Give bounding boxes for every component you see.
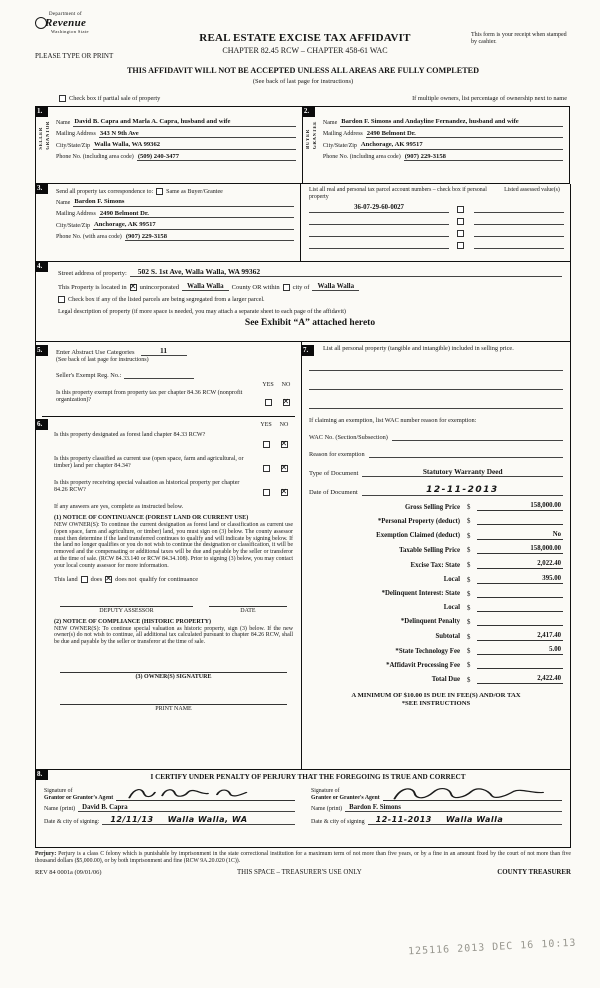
does-label: does	[90, 575, 103, 583]
exempt-question: Is this property exempt from property tax per chapter 84.36 RCW (nonprofit organization)?	[56, 390, 243, 403]
grantor-date-value: 12/11/13	[110, 815, 154, 824]
buyer-name-label: Name	[322, 119, 338, 126]
correspondence-csz-field[interactable]: Anchorage, AK 99517	[93, 221, 294, 230]
city-field[interactable]: Walla Walla	[312, 282, 359, 291]
revenue-logo	[35, 12, 130, 34]
seller-name-field[interactable]: David B. Capra and Marla A. Capra, husband and wife	[73, 118, 296, 127]
dollar-sign: $	[467, 662, 471, 670]
grantor-signature-field[interactable]	[116, 785, 295, 801]
signature-of-label: Signature of	[44, 788, 73, 795]
parcel-row	[309, 216, 564, 225]
money-row-excise-tax-local	[309, 575, 563, 584]
current-use-yes-checkbox[interactable]	[263, 465, 270, 472]
grantee-date-city-label: Date & city of signing	[311, 819, 365, 825]
grantee-date-city-field[interactable]	[368, 815, 562, 825]
form-header	[35, 10, 571, 94]
same-as-buyer-label: Same as Buyer/Grantee	[166, 188, 223, 195]
located-in-label: This Property is located in	[58, 283, 127, 291]
see-back-note: (See back of last page for instructions)	[252, 78, 354, 85]
perjury-body: Perjury is a class C felony which is punishable by imprisonment in the state correctional institution for a maximum term of not more than five years, or by a fine in an amount fixed by the court of not more than five thousand dollars ($5,000.00), or by both imprisonment and fine (RCW 9A.20.020 (1C)).	[35, 851, 572, 864]
dollar-sign: $	[467, 576, 471, 584]
section-8-badge: 8.	[35, 769, 48, 780]
grantee-date-value: 12-11-2013	[375, 815, 432, 824]
street-address-label: Street address of property:	[58, 269, 127, 277]
partial-sale-label: Check box if partial sale of property	[69, 95, 161, 102]
money-value-field[interactable]: 2,022.40	[477, 560, 563, 569]
dollar-sign: $	[467, 547, 471, 555]
dollar-sign: $	[467, 648, 471, 656]
cashier-stamp: 125116 2013 DEC 16 10:13	[407, 937, 577, 958]
dollar-sign: $	[467, 590, 471, 598]
money-value-field[interactable]	[477, 589, 563, 598]
dollar-sign: $	[467, 676, 471, 684]
seller-csz-field[interactable]: Walla Walla, WA 99362	[93, 141, 296, 150]
same-as-buyer-checkbox[interactable]	[156, 188, 163, 195]
grantee-side-word: GRANTEE	[312, 121, 318, 149]
this-land-label: This land	[54, 575, 78, 583]
forest-land-yes-checkbox[interactable]	[263, 441, 270, 448]
grantor-date-city-field[interactable]	[102, 815, 295, 825]
signature-of-label: Signature of	[311, 788, 340, 795]
date-of-document-field[interactable]: 12-11-2013	[362, 486, 563, 496]
yes-column-header: YES	[262, 382, 274, 388]
logo-department-text: Department of	[49, 12, 82, 17]
parcel-number-field[interactable]	[309, 228, 449, 237]
grantor-side-word: GRANTOR	[46, 121, 51, 150]
money-value-field[interactable]: 2,422.40	[477, 675, 563, 684]
print-name-area[interactable]	[54, 694, 293, 712]
historic-yes-checkbox[interactable]	[263, 489, 270, 496]
money-table	[309, 502, 563, 684]
money-value-field[interactable]: 395.00	[477, 575, 563, 584]
top-options-row	[59, 94, 567, 103]
seller-name-label: Name	[56, 119, 71, 126]
parcel-numbers-header: List all real and personal tax parcel account numbers – check box if personal property	[309, 187, 487, 200]
grantor-signature-block	[44, 785, 295, 825]
abstract-use-label: Enter Abstract Use Categories	[56, 349, 135, 356]
section-6-badge: 6.	[35, 419, 48, 430]
rev-number: REV 84 0001a (09/01/06)	[35, 869, 102, 876]
money-label: Local	[443, 576, 460, 584]
dollar-sign: $	[467, 618, 471, 626]
assessor-date-label: DATE	[240, 607, 256, 614]
please-type-or-print-label: PLEASE TYPE OR PRINT	[35, 52, 114, 60]
money-label: Taxable Selling Price	[399, 546, 460, 554]
exempt-yes-checkbox[interactable]	[265, 399, 272, 406]
city-of-label: city of	[292, 283, 310, 291]
money-row-total-due	[309, 675, 563, 684]
dollar-sign: $	[467, 562, 471, 570]
tax-correspondence-section	[35, 184, 571, 262]
exempt-no-checkbox[interactable]	[283, 399, 290, 406]
grantor-date-city-label: Date & city of signing:	[44, 819, 100, 825]
county-or-within-label: County OR within	[231, 283, 280, 291]
owners-signature-label: (3) OWNER(S) SIGNATURE	[135, 673, 212, 680]
county-field[interactable]: Walla Walla	[182, 282, 229, 291]
grantee-signature-block	[311, 785, 562, 825]
notice-compliance-title: (2) NOTICE OF COMPLIANCE (HISTORIC PROPERTY)	[54, 618, 212, 625]
partial-sale-option	[59, 95, 160, 102]
footer-row	[35, 869, 571, 876]
wac-label: WAC No. (Section/Subsection)	[309, 434, 388, 442]
segregated-checkbox[interactable]	[58, 296, 65, 303]
parcel-row	[309, 228, 564, 237]
personal-property-checkbox[interactable]	[457, 230, 464, 237]
section-2-badge: 2.	[302, 106, 315, 117]
money-value-field[interactable]	[477, 603, 563, 612]
date-of-document-label: Date of Document	[309, 489, 358, 497]
seller-grantor-side-label	[39, 121, 51, 150]
assessed-value-field[interactable]	[474, 216, 564, 225]
correspondence-name-label: Name	[56, 199, 71, 206]
minimum-fee-note: A MINIMUM OF $10.00 IS DUE IN FEE(S) AND/OR TAX	[351, 691, 521, 699]
qualify-label: qualify for continuance	[139, 575, 199, 583]
money-row-taxable-selling-price	[309, 545, 563, 554]
land-classification-section	[37, 417, 295, 712]
reason-label: Reason for exemption	[309, 451, 365, 459]
money-value-field[interactable]: No	[477, 531, 563, 540]
send-correspondence-label: Send all property tax correspondence to:	[56, 188, 154, 195]
money-row-delinquent-interest-state	[309, 589, 563, 598]
forest-land-question: Is this property designated as forest land chapter 84.33 RCW?	[54, 432, 206, 438]
money-row-state-technology-fee	[309, 646, 563, 655]
legal-description-value: See Exhibit “A” attached hereto	[244, 317, 376, 328]
money-value-field[interactable]: 2,417.40	[477, 632, 563, 641]
money-row-affidavit-processing-fee	[309, 661, 563, 670]
exempt-reg-field[interactable]	[124, 371, 194, 379]
money-label: *State Technology Fee	[395, 647, 460, 655]
no-column-header-2: NO	[279, 422, 289, 428]
county-treasurer-label: COUNTY TREASURER	[497, 869, 571, 876]
money-label: *Affidavit Processing Fee	[386, 661, 460, 669]
correspondence-phone-field[interactable]: (907) 229-3158	[125, 233, 294, 242]
section-1-badge: 1.	[35, 106, 48, 117]
land-does-checkbox[interactable]	[81, 576, 88, 583]
street-address-field[interactable]: 502 S. 1st Ave, Walla Walla, WA 99362	[130, 268, 562, 277]
parcel-row	[309, 204, 564, 213]
seller-side-word: SELLER	[39, 127, 44, 150]
grantee-signature-label	[311, 788, 380, 801]
abstract-use-section	[37, 345, 295, 417]
multiple-owners-note: If multiple owners, list percentage of ownership next to name	[412, 95, 567, 102]
buyer-phone-field[interactable]: (907) 229-3158	[404, 153, 563, 162]
money-label: Total Due	[431, 676, 460, 684]
personal-property-checkbox[interactable]	[457, 242, 464, 249]
money-label: Exemption Claimed (deduct)	[376, 532, 460, 540]
receipt-note: This form is your receipt when stamped by cashier.	[471, 32, 567, 45]
buyer-mailing-field[interactable]: 2490 Belmont Dr.	[366, 130, 563, 139]
buyer-phone-label: Phone No. (including area code)	[322, 154, 401, 160]
partial-sale-checkbox[interactable]	[59, 95, 66, 102]
reason-field[interactable]	[369, 449, 563, 458]
buyer-name-field[interactable]: Bardon F. Simons and Andayline Fernandez, husband and wife	[340, 118, 563, 127]
selling-price-section	[303, 345, 563, 707]
parcel-row	[309, 240, 564, 249]
money-row-subtotal	[309, 632, 563, 641]
exemption-note: If claiming an exemption, list WAC number reason for exemption:	[309, 417, 477, 425]
assessed-values-header: Listed assessed value(s)	[504, 187, 560, 193]
grantor-name-field[interactable]: David B. Capra	[78, 804, 295, 812]
grantor-signature-scribble	[122, 785, 287, 802]
logo-revenue-text: Revenue	[45, 17, 87, 29]
historic-property-question: Is this property receiving special valuation as historical property per chapter 84.26 RCW?	[54, 480, 240, 493]
seller-phone-label: Phone No. (including area code)	[56, 154, 134, 160]
seller-mailing-label: Mailing Address	[56, 131, 96, 137]
does-not-label: does not	[115, 575, 137, 583]
money-row-delinquent-interest-local	[309, 603, 563, 612]
wac-field[interactable]	[392, 432, 563, 441]
grantee-name-print-label: Name (print)	[311, 806, 343, 812]
section-5-badge: 5.	[35, 345, 48, 356]
personal-property-line[interactable]	[309, 361, 563, 371]
money-label: Excise Tax: State	[410, 561, 460, 569]
grantee-agent-label: Grantee or Grantee's Agent	[311, 794, 380, 801]
money-row-personal-property-deduct	[309, 517, 563, 526]
certify-statement: I CERTIFY UNDER PENALTY OF PERJURY THAT THE FOREGOING IS TRUE AND CORRECT	[150, 773, 466, 781]
notice-compliance-body: NEW OWNER(S): To continue special valuation as historic property, sign (3) below. If the new owner(s) do not wish to continue, all additional tax calculated pursuant to chapter 84.26 RCW, shall be due and payable by the seller or transferor at the time of sale.	[54, 625, 293, 646]
deputy-assessor-sign-area[interactable]	[60, 596, 193, 614]
money-row-delinquent-penalty	[309, 617, 563, 626]
correspondence-mailing-field[interactable]: 2490 Belmont Dr.	[99, 210, 294, 219]
money-label: *Personal Property (deduct)	[377, 517, 460, 525]
print-name-label: PRINT NAME	[155, 705, 192, 712]
dollar-sign: $	[467, 532, 471, 540]
unincorporated-label: unincorporated	[139, 283, 179, 291]
dollar-sign: $	[467, 504, 471, 512]
buyer-side-word: BUYER	[305, 129, 311, 149]
logo-state-text: Washington State	[51, 29, 89, 34]
personal-property-checkbox[interactable]	[457, 206, 464, 213]
dollar-sign: $	[467, 633, 471, 641]
seller-grantor-section	[35, 106, 303, 184]
seller-mailing-field[interactable]: 343 N 9th Ave	[99, 130, 296, 139]
owners-signature-area[interactable]	[54, 662, 293, 680]
money-row-excise-tax-state	[309, 560, 563, 569]
exempt-reg-label: Seller's Exempt Reg. No.:	[56, 372, 122, 379]
form-title: REAL ESTATE EXCISE TAX AFFIDAVIT	[199, 32, 411, 44]
section-3-badge: 3.	[35, 183, 48, 194]
correspondence-mailing-label: Mailing Address	[56, 211, 96, 217]
if-yes-note: If any answers are yes, complete as instructed below.	[54, 504, 184, 510]
type-of-document-label: Type of Document	[309, 470, 359, 478]
seller-csz-label: City/State/Zip	[56, 142, 90, 149]
dollar-sign: $	[467, 518, 471, 526]
grantee-signature-field[interactable]	[383, 785, 562, 801]
correspondence-csz-label: City/State/Zip	[56, 222, 90, 229]
grantor-signature-label	[44, 788, 113, 801]
assessed-value-field[interactable]	[474, 240, 564, 249]
city-checkbox[interactable]	[283, 284, 290, 291]
dollar-sign: $	[467, 604, 471, 612]
treasurer-space-label: THIS SPACE – TREASURER'S USE ONLY	[236, 869, 362, 876]
historic-no-checkbox[interactable]	[281, 489, 288, 496]
money-value-field[interactable]	[477, 617, 563, 626]
property-location-section	[35, 262, 571, 342]
yes-column-header-2: YES	[260, 422, 272, 428]
segregated-label: Check box if any of the listed parcels are being segregated from a larger parcel.	[68, 295, 265, 303]
see-back-note-2: (See back of last page for instructions)	[56, 357, 149, 363]
see-instructions-note: *SEE INSTRUCTIONS	[401, 699, 471, 707]
buyer-grantee-side-label	[306, 121, 318, 149]
assessor-date-area[interactable]	[209, 596, 287, 614]
buyer-csz-field[interactable]: Anchorage, AK 99517	[360, 141, 563, 150]
personal-property-line[interactable]	[309, 380, 563, 390]
perjury-statement	[35, 851, 571, 864]
deputy-assessor-label: DEPUTY ASSESSOR	[99, 607, 154, 614]
section-4-badge: 4.	[35, 261, 48, 272]
current-use-no-checkbox[interactable]	[281, 465, 288, 472]
personal-property-checkbox[interactable]	[457, 218, 464, 225]
correspondence-name-field[interactable]: Bardon F. Simons	[73, 198, 294, 207]
no-column-header: NO	[281, 382, 291, 388]
money-value-field[interactable]	[477, 661, 563, 670]
forest-land-no-checkbox[interactable]	[281, 441, 288, 448]
grantor-name-print-label: Name (print)	[44, 806, 76, 812]
money-row-exemption-claimed	[309, 531, 563, 540]
money-value-field[interactable]: 158,000.00	[477, 545, 563, 554]
grantee-city-value: Walla Walla	[445, 815, 504, 824]
money-value-field[interactable]	[477, 517, 563, 526]
current-use-question: Is this property classified as current use (open space, farm and agricultural, or timber) land per chapter 84.34?	[54, 456, 244, 469]
assessed-value-field[interactable]	[474, 228, 564, 237]
personal-property-line[interactable]	[309, 399, 563, 409]
notice-continuance-title: (1) NOTICE OF CONTINUANCE (FOREST LAND OR CURRENT USE)	[54, 515, 249, 521]
land-does-not-checkbox[interactable]	[105, 576, 112, 583]
grantee-name-field[interactable]: Bardon F. Simons	[345, 804, 562, 812]
assessed-value-field[interactable]	[474, 204, 564, 213]
certification-section	[35, 770, 571, 848]
grantee-signature-scribble	[389, 785, 554, 802]
money-row-gross-selling-price	[309, 502, 563, 511]
seller-phone-field[interactable]: (509) 240-3477	[137, 153, 296, 162]
money-label: Local	[443, 604, 460, 612]
grantor-agent-label: Grantor or Grantor's Agent	[44, 794, 114, 801]
money-label: *Delinquent Penalty	[400, 618, 460, 626]
perjury-label: Perjury:	[35, 851, 57, 857]
abstract-use-field[interactable]: 11	[141, 347, 187, 356]
parcel-number-field[interactable]	[309, 240, 449, 249]
money-value-field[interactable]: 5.00	[477, 646, 563, 655]
money-label: *Delinquent Interest: State	[381, 590, 460, 598]
grantor-city-value: Walla Walla, WA	[167, 815, 248, 824]
money-value-field[interactable]: 158,000.00	[477, 502, 563, 511]
warning-line: THIS AFFIDAVIT WILL NOT BE ACCEPTED UNLESS ALL AREAS ARE FULLY COMPLETED	[126, 66, 480, 75]
parcel-number-field[interactable]	[309, 216, 449, 225]
buyer-grantee-section	[302, 106, 570, 184]
chapter-line: CHAPTER 82.45 RCW – CHAPTER 458-61 WAC	[222, 46, 388, 55]
legal-description-label: Legal description of property (if more space is needed, you may attach a separate sheet to each page of the affidavit)	[58, 307, 346, 315]
parcel-number-field[interactable]: 36-07-29-60-0027	[309, 204, 449, 213]
unincorporated-checkbox[interactable]	[130, 284, 137, 291]
section-7-badge: 7.	[301, 345, 314, 356]
money-label: Gross Selling Price	[405, 503, 460, 511]
buyer-mailing-label: Mailing Address	[322, 131, 363, 137]
correspondence-phone-label: Phone No. (with area code)	[56, 234, 122, 240]
type-of-document-field[interactable]: Statutory Warranty Deed	[362, 467, 563, 477]
money-label: Subtotal	[435, 633, 460, 641]
personal-property-list-label: List all personal property (tangible and intangible) included in selling price.	[323, 345, 514, 352]
buyer-csz-label: City/State/Zip	[322, 142, 357, 149]
notice-continuance-body: NEW OWNER(S): To continue the current designation as forest land or classification as current use (open space, farm and agriculture, or timber) land, you must sign on (3) below. The county assessor must then determine if the land transferred continues to qualify and will indicate by signing below. If the land no longer qualifies or you do not wish to continue the designation or classification, it will be removed and the compensating or additional taxes will be due and payable by the seller or transferor at the time of sale. (RCW 84.33.140 or RCW 84.34.108). Prior to signing (3) below, you may contact your local county assessor for more information.	[54, 522, 293, 569]
